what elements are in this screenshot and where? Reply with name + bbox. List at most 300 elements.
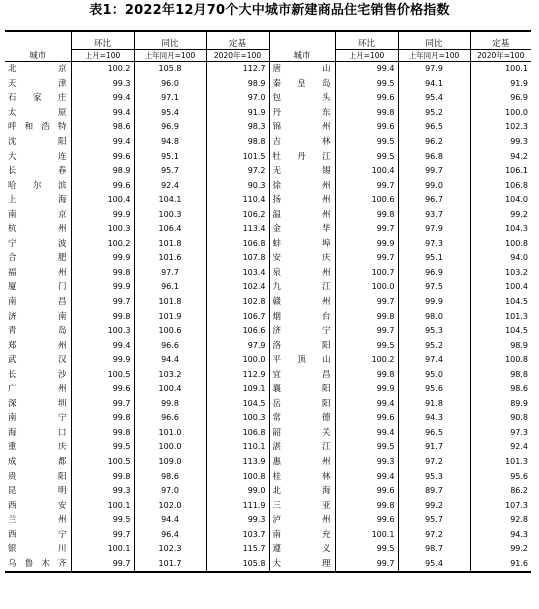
base-index-cell: 98.3 xyxy=(206,120,269,135)
mom-index-cell: 99.4 xyxy=(335,426,398,441)
city-name-cell: 安庆 xyxy=(269,251,335,266)
mom-index-cell: 99.7 xyxy=(335,222,398,237)
mom-index-cell: 99.4 xyxy=(71,91,134,106)
table-row xyxy=(5,266,531,281)
mom-index-cell: 100.1 xyxy=(71,542,134,557)
base-index-cell: 106.2 xyxy=(206,207,269,222)
base-index-cell: 106.1 xyxy=(505,166,528,176)
yoy-index-cell: 101.8 xyxy=(134,237,206,252)
yoy-index-cell: 102.3 xyxy=(134,542,206,557)
city-name-cell: 常德 xyxy=(269,411,335,426)
city-name-cell: 广州 xyxy=(5,382,71,397)
city-name-cell: 哈尔滨 xyxy=(5,178,71,193)
mom-index-cell: 99.7 xyxy=(335,251,398,266)
city-name-cell: 牡丹江 xyxy=(269,149,335,164)
base-index-cell: 97.2 xyxy=(206,164,269,179)
yoy-index-cell: 101.6 xyxy=(134,251,206,266)
base-index-cell: 100.8 xyxy=(505,355,528,365)
base-index-cell: 99.0 xyxy=(206,484,269,499)
table-row xyxy=(5,455,531,470)
yoy-index-cell: 95.3 xyxy=(398,324,470,339)
base-index-cell: 103.7 xyxy=(206,528,269,543)
mom-index-cell: 99.7 xyxy=(71,397,134,412)
base-index-cell: 98.9 xyxy=(510,340,528,350)
yoy-index-cell: 95.4 xyxy=(398,557,470,573)
yoy-index-cell: 95.4 xyxy=(134,106,206,121)
table-row xyxy=(5,280,531,295)
mom-index-cell: 99.6 xyxy=(335,513,398,528)
yoy-index-cell: 96.6 xyxy=(134,411,206,426)
table-row xyxy=(5,353,531,368)
yoy-index-cell: 96.2 xyxy=(398,135,470,150)
base-index-cell: 98.8 xyxy=(206,135,269,150)
city-name-cell: 襄阳 xyxy=(269,382,335,397)
city-name-cell: 大理 xyxy=(269,557,335,573)
table-row xyxy=(5,440,531,455)
mom-index-cell: 99.7 xyxy=(335,324,398,339)
table-row xyxy=(5,484,531,499)
base-index-cell: 106.7 xyxy=(206,309,269,324)
mom-index-cell: 100.5 xyxy=(71,367,134,382)
city-name-cell: 太原 xyxy=(5,106,71,121)
table-row xyxy=(5,91,531,106)
yoy-index-cell: 99.0 xyxy=(398,178,470,193)
yoy-index-cell: 104.1 xyxy=(134,193,206,208)
yoy-index-cell: 101.7 xyxy=(134,557,206,573)
base-index-cell: 99.3 xyxy=(510,137,528,146)
mom-index-cell: 99.6 xyxy=(71,382,134,397)
table-row xyxy=(5,498,531,513)
base-index-cell: 101.5 xyxy=(206,149,269,164)
yoy-index-cell: 92.4 xyxy=(134,178,206,193)
table-row xyxy=(5,382,531,397)
city-name-cell: 宁波 xyxy=(5,237,71,252)
city-name-cell: 海口 xyxy=(5,426,71,441)
city-name-cell: 丹东 xyxy=(269,106,335,121)
yoy-index-cell: 96.8 xyxy=(398,149,470,164)
base-index-cell: 106.8 xyxy=(206,237,269,252)
city-name-cell: 西安 xyxy=(5,498,71,513)
yoy-index-cell: 101.8 xyxy=(134,295,206,310)
base-index-cell: 100.0 xyxy=(505,107,528,117)
table-row xyxy=(5,367,531,382)
yoy-index-cell: 96.9 xyxy=(398,266,470,281)
city-name-cell: 三亚 xyxy=(269,498,335,513)
city-name-cell: 温州 xyxy=(269,207,335,222)
base-index-cell: 112.9 xyxy=(206,367,269,382)
city-name-cell: 扬州 xyxy=(269,193,335,208)
base-index-cell: 91.9 xyxy=(510,78,528,88)
city-name-cell: 西宁 xyxy=(5,528,71,543)
yoy-index-cell: 96.1 xyxy=(134,280,206,295)
base-index-cell: 100.3 xyxy=(206,411,269,426)
yoy-index-cell: 103.2 xyxy=(134,367,206,382)
mom-index-cell: 99.4 xyxy=(335,62,398,77)
header-city-right: 城市 xyxy=(269,31,335,62)
mom-index-cell: 99.8 xyxy=(71,469,134,484)
base-index-cell: 98.6 xyxy=(510,384,528,394)
yoy-index-cell: 96.7 xyxy=(398,193,470,208)
yoy-index-cell: 95.7 xyxy=(398,513,470,528)
mom-index-cell: 100.3 xyxy=(71,324,134,339)
table-row xyxy=(5,237,531,252)
mom-index-cell: 99.6 xyxy=(335,91,398,106)
city-name-cell: 上海 xyxy=(5,193,71,208)
header-base-right: 定基 xyxy=(470,31,531,50)
base-index-cell: 104.3 xyxy=(505,224,528,234)
mom-index-cell: 99.3 xyxy=(71,484,134,499)
base-index-cell: 94.0 xyxy=(510,253,528,263)
base-index-cell: 115.7 xyxy=(206,542,269,557)
mom-index-cell: 99.5 xyxy=(335,149,398,164)
yoy-index-cell: 94.3 xyxy=(398,411,470,426)
yoy-index-cell: 101.0 xyxy=(134,426,206,441)
yoy-index-cell: 94.4 xyxy=(134,513,206,528)
city-name-cell: 唐山 xyxy=(269,62,335,77)
table-row xyxy=(5,62,531,77)
table-row xyxy=(5,193,531,208)
subheader-mom-right: 上月=100 xyxy=(335,50,398,62)
mom-index-cell: 99.3 xyxy=(71,77,134,92)
table-row xyxy=(5,338,531,353)
mom-index-cell: 99.4 xyxy=(71,106,134,121)
mom-index-cell: 99.7 xyxy=(335,295,398,310)
city-name-cell: 烟台 xyxy=(269,309,335,324)
city-name-cell: 南昌 xyxy=(5,295,71,310)
yoy-index-cell: 96.4 xyxy=(134,528,206,543)
base-index-cell: 106.8 xyxy=(505,180,528,190)
table-row xyxy=(5,397,531,412)
yoy-index-cell: 96.5 xyxy=(398,120,470,135)
base-index-cell: 98.8 xyxy=(510,369,528,379)
city-name-cell: 锦州 xyxy=(269,120,335,135)
city-name-cell: 岳阳 xyxy=(269,397,335,412)
mom-index-cell: 99.7 xyxy=(335,178,398,193)
mom-index-cell: 99.7 xyxy=(71,528,134,543)
city-name-cell: 沈阳 xyxy=(5,135,71,150)
mom-index-cell: 99.8 xyxy=(71,309,134,324)
table-row xyxy=(5,251,531,266)
base-index-cell: 99.2 xyxy=(510,209,528,219)
table-row xyxy=(5,557,531,573)
base-index-cell: 98.9 xyxy=(206,77,269,92)
base-index-cell: 102.3 xyxy=(505,122,528,132)
base-index-cell: 104.5 xyxy=(505,297,528,307)
table-row xyxy=(5,528,531,543)
yoy-index-cell: 100.4 xyxy=(134,382,206,397)
yoy-index-cell: 95.6 xyxy=(398,382,470,397)
mom-index-cell: 100.2 xyxy=(71,237,134,252)
mom-index-cell: 100.5 xyxy=(71,455,134,470)
base-index-cell: 97.0 xyxy=(206,91,269,106)
base-index-cell: 102.4 xyxy=(206,280,269,295)
mom-index-cell: 98.9 xyxy=(71,164,134,179)
yoy-index-cell: 97.2 xyxy=(398,528,470,543)
base-index-cell: 104.0 xyxy=(505,195,528,205)
mom-index-cell: 99.6 xyxy=(335,484,398,499)
table-row xyxy=(5,295,531,310)
mom-index-cell: 100.6 xyxy=(335,193,398,208)
yoy-index-cell: 95.7 xyxy=(134,164,206,179)
mom-index-cell: 100.0 xyxy=(335,280,398,295)
base-index-cell: 113.4 xyxy=(206,222,269,237)
yoy-index-cell: 97.7 xyxy=(134,266,206,281)
city-name-cell: 呼和浩特 xyxy=(5,120,71,135)
base-index-cell: 110.4 xyxy=(206,193,269,208)
base-index-cell: 91.9 xyxy=(206,106,269,121)
city-name-cell: 石家庄 xyxy=(5,91,71,106)
mom-index-cell: 100.3 xyxy=(71,222,134,237)
table-row xyxy=(5,411,531,426)
mom-index-cell: 99.7 xyxy=(335,557,398,573)
city-name-cell: 洛阳 xyxy=(269,338,335,353)
mom-index-cell: 99.5 xyxy=(335,338,398,353)
base-index-cell: 103.4 xyxy=(206,266,269,281)
city-name-cell: 蚌埠 xyxy=(269,237,335,252)
yoy-index-cell: 95.3 xyxy=(398,469,470,484)
base-index-cell: 91.6 xyxy=(470,557,531,573)
mom-index-cell: 99.4 xyxy=(335,469,398,484)
table-row xyxy=(5,324,531,339)
base-index-cell: 92.4 xyxy=(510,442,528,452)
table-header xyxy=(5,31,531,62)
city-name-cell: 南充 xyxy=(269,528,335,543)
yoy-index-cell: 95.1 xyxy=(134,149,206,164)
mom-index-cell: 99.9 xyxy=(71,280,134,295)
yoy-index-cell: 101.9 xyxy=(134,309,206,324)
mom-index-cell: 99.5 xyxy=(335,77,398,92)
city-name-cell: 兰州 xyxy=(5,513,71,528)
base-index-cell: 100.0 xyxy=(206,353,269,368)
yoy-index-cell: 96.0 xyxy=(134,77,206,92)
yoy-index-cell: 96.5 xyxy=(398,426,470,441)
city-name-cell: 九江 xyxy=(269,280,335,295)
city-name-cell: 北海 xyxy=(269,484,335,499)
table-row xyxy=(5,426,531,441)
base-index-cell: 100.1 xyxy=(505,64,528,74)
base-index-cell: 111.9 xyxy=(206,498,269,513)
yoy-index-cell: 94.1 xyxy=(398,77,470,92)
base-index-cell: 106.8 xyxy=(206,426,269,441)
yoy-index-cell: 97.5 xyxy=(398,280,470,295)
subheader-yoy-left: 上年同月=100 xyxy=(134,50,206,62)
city-name-cell: 成都 xyxy=(5,455,71,470)
yoy-index-cell: 97.9 xyxy=(398,62,470,77)
mom-index-cell: 100.4 xyxy=(335,164,398,179)
mom-index-cell: 100.1 xyxy=(71,498,134,513)
base-index-cell: 107.3 xyxy=(505,500,528,510)
base-index-cell: 94.3 xyxy=(510,529,528,539)
header-city-left: 城市 xyxy=(5,31,71,62)
header-base-left: 定基 xyxy=(206,31,269,50)
yoy-index-cell: 106.4 xyxy=(134,222,206,237)
header-yoy-right: 同比 xyxy=(398,31,470,50)
city-name-cell: 杭州 xyxy=(5,222,71,237)
table-row xyxy=(5,222,531,237)
city-name-cell: 长沙 xyxy=(5,367,71,382)
city-name-cell: 贵阳 xyxy=(5,469,71,484)
city-name-cell: 包头 xyxy=(269,91,335,106)
header-mom-left: 环比 xyxy=(71,31,134,50)
base-index-cell: 101.3 xyxy=(505,457,528,467)
header-mom-right: 环比 xyxy=(335,31,398,50)
yoy-index-cell: 89.7 xyxy=(398,484,470,499)
yoy-index-cell: 95.2 xyxy=(398,338,470,353)
city-name-cell: 昆明 xyxy=(5,484,71,499)
mom-index-cell: 99.5 xyxy=(335,440,398,455)
yoy-index-cell: 91.7 xyxy=(398,440,470,455)
city-name-cell: 济宁 xyxy=(269,324,335,339)
price-index-table xyxy=(5,30,531,573)
city-name-cell: 泉州 xyxy=(269,266,335,281)
city-name-cell: 金华 xyxy=(269,222,335,237)
yoy-index-cell: 91.8 xyxy=(398,397,470,412)
subheader-mom-left: 上月=100 xyxy=(71,50,134,62)
table-row xyxy=(5,77,531,92)
base-index-cell: 113.9 xyxy=(206,455,269,470)
yoy-index-cell: 97.9 xyxy=(398,222,470,237)
table-title: 表1：2022年12月70个大中城市新建商品住宅销售价格指数 xyxy=(89,3,450,18)
city-name-cell: 合肥 xyxy=(5,251,71,266)
yoy-index-cell: 95.4 xyxy=(398,91,470,106)
base-index-cell: 100.8 xyxy=(505,238,528,248)
city-name-cell: 赣州 xyxy=(269,295,335,310)
base-index-cell: 97.9 xyxy=(206,338,269,353)
mom-index-cell: 99.7 xyxy=(71,295,134,310)
yoy-index-cell: 100.6 xyxy=(134,324,206,339)
base-index-cell: 112.7 xyxy=(206,62,269,77)
yoy-index-cell: 95.0 xyxy=(398,367,470,382)
table-body xyxy=(5,62,531,573)
city-name-cell: 泸州 xyxy=(269,513,335,528)
header-yoy-left: 同比 xyxy=(134,31,206,50)
yoy-index-cell: 97.4 xyxy=(398,353,470,368)
mom-index-cell: 99.8 xyxy=(71,411,134,426)
city-name-cell: 济南 xyxy=(5,309,71,324)
yoy-index-cell: 96.9 xyxy=(134,120,206,135)
mom-index-cell: 99.8 xyxy=(335,207,398,222)
mom-index-cell: 99.6 xyxy=(335,120,398,135)
yoy-index-cell: 100.3 xyxy=(134,207,206,222)
yoy-index-cell: 94.8 xyxy=(134,135,206,150)
mom-index-cell: 100.2 xyxy=(335,353,398,368)
mom-index-cell: 99.8 xyxy=(335,367,398,382)
city-name-cell: 吉林 xyxy=(269,135,335,150)
mom-index-cell: 99.4 xyxy=(71,135,134,150)
base-index-cell: 102.8 xyxy=(206,295,269,310)
city-name-cell: 宜昌 xyxy=(269,367,335,382)
base-index-cell: 96.9 xyxy=(510,93,528,103)
city-name-cell: 厦门 xyxy=(5,280,71,295)
mom-index-cell: 99.5 xyxy=(335,542,398,557)
yoy-index-cell: 99.2 xyxy=(398,498,470,513)
mom-index-cell: 99.8 xyxy=(71,426,134,441)
city-name-cell: 天津 xyxy=(5,77,71,92)
mom-index-cell: 99.8 xyxy=(335,309,398,324)
base-index-cell: 107.8 xyxy=(206,251,269,266)
mom-index-cell: 99.9 xyxy=(71,251,134,266)
table-row xyxy=(5,207,531,222)
yoy-index-cell: 98.6 xyxy=(134,469,206,484)
yoy-index-cell: 98.7 xyxy=(398,542,470,557)
base-index-cell: 106.6 xyxy=(206,324,269,339)
mom-index-cell: 99.8 xyxy=(335,106,398,121)
subheader-base-right: 2020年=100 xyxy=(470,50,531,62)
yoy-index-cell: 97.0 xyxy=(134,484,206,499)
yoy-index-cell: 98.0 xyxy=(398,309,470,324)
base-index-cell: 90.8 xyxy=(510,413,528,423)
city-name-cell: 大连 xyxy=(5,149,71,164)
yoy-index-cell: 94.4 xyxy=(134,353,206,368)
yoy-index-cell: 93.7 xyxy=(398,207,470,222)
city-name-cell: 深圳 xyxy=(5,397,71,412)
city-name-cell: 湛江 xyxy=(269,440,335,455)
base-index-cell: 104.5 xyxy=(505,326,528,336)
mom-index-cell: 99.9 xyxy=(71,353,134,368)
mom-index-cell: 98.6 xyxy=(71,120,134,135)
mom-index-cell: 99.3 xyxy=(335,455,398,470)
yoy-index-cell: 102.0 xyxy=(134,498,206,513)
table-row xyxy=(5,120,531,135)
base-index-cell: 110.1 xyxy=(206,440,269,455)
subheader-yoy-right: 上年同月=100 xyxy=(398,50,470,62)
mom-index-cell: 99.4 xyxy=(71,338,134,353)
base-index-cell: 99.2 xyxy=(510,544,528,554)
base-index-cell: 90.3 xyxy=(206,178,269,193)
mom-index-cell: 99.5 xyxy=(71,513,134,528)
yoy-index-cell: 95.2 xyxy=(398,106,470,121)
table-row xyxy=(5,135,531,150)
mom-index-cell: 100.1 xyxy=(335,528,398,543)
table-row xyxy=(5,178,531,193)
mom-index-cell: 100.2 xyxy=(71,62,134,77)
city-name-cell: 南京 xyxy=(5,207,71,222)
mom-index-cell: 99.9 xyxy=(335,382,398,397)
city-name-cell: 福州 xyxy=(5,266,71,281)
base-index-cell: 97.3 xyxy=(510,427,528,437)
base-index-cell: 86.2 xyxy=(510,486,528,496)
table-row xyxy=(5,106,531,121)
mom-index-cell: 99.6 xyxy=(71,149,134,164)
city-name-cell: 遵义 xyxy=(269,542,335,557)
base-index-cell: 103.2 xyxy=(505,267,528,277)
city-name-cell: 徐州 xyxy=(269,178,335,193)
city-name-cell: 长春 xyxy=(5,164,71,179)
yoy-index-cell: 95.1 xyxy=(398,251,470,266)
table-row xyxy=(5,309,531,324)
subheader-base-left: 2020年=100 xyxy=(206,50,269,62)
city-name-cell: 乌鲁木齐 xyxy=(5,557,71,573)
city-name-cell: 北京 xyxy=(5,62,71,77)
base-index-cell: 92.8 xyxy=(510,515,528,525)
yoy-index-cell: 105.8 xyxy=(134,62,206,77)
yoy-index-cell: 109.0 xyxy=(134,455,206,470)
base-index-cell: 109.1 xyxy=(206,382,269,397)
table-row xyxy=(5,513,531,528)
table-row xyxy=(5,542,531,557)
base-index-cell: 99.3 xyxy=(206,513,269,528)
base-index-cell: 94.2 xyxy=(510,151,528,161)
base-index-cell: 100.4 xyxy=(505,282,528,292)
mom-index-cell: 99.9 xyxy=(71,207,134,222)
mom-index-cell: 99.5 xyxy=(71,440,134,455)
city-name-cell: 青岛 xyxy=(5,324,71,339)
city-name-cell: 韶关 xyxy=(269,426,335,441)
mom-index-cell: 99.8 xyxy=(71,266,134,281)
mom-index-cell: 100.4 xyxy=(71,193,134,208)
mom-index-cell: 100.7 xyxy=(335,266,398,281)
city-name-cell: 郑州 xyxy=(5,338,71,353)
